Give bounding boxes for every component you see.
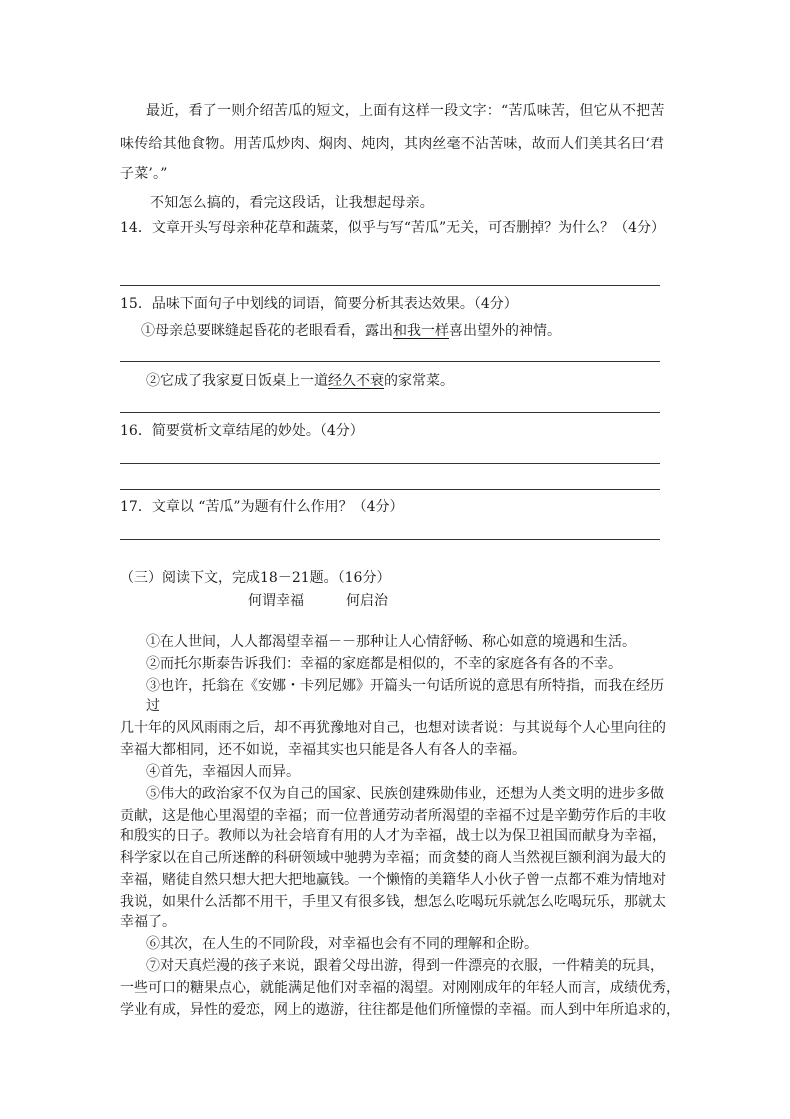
- article-title: 何谓幸福: [248, 593, 304, 609]
- passage-line: 和殷实的日子。教师以为社会培育有用的人才为幸福，战士以为保卫祖国而献身为幸福，: [120, 828, 666, 844]
- underlined-phrase-1: 和我一样: [393, 323, 449, 339]
- passage-line: 一些可口的糖果点心，就能满足他们对幸福的渴望。对刚刚成年的年轻人而言，成绩优秀，: [120, 980, 680, 996]
- underlined-phrase-2: 经久不衰: [328, 373, 384, 389]
- sentence-1-pre: ①母亲总要眯缝起昏花的老眼看看，露出: [141, 323, 393, 339]
- question-17: 17．文章以 “苦瓜”为题有什么作用？（4分）: [120, 499, 404, 515]
- passage-line: 幸福大都相同，还不如说，幸福其实也只能是各人有各人的幸福。: [120, 742, 526, 758]
- question-15: 15．品味下面句子中划线的词语，简要分析其表达效果。（4分）: [120, 296, 518, 312]
- passage-line: ⑤伟大的政治家不仅为自己的国家、民族创建殊勋伟业，还想为人类文明的进步多做: [146, 786, 664, 802]
- passage-line: ⑥其次，在人生的不同阶段，对幸福也会有不同的理解和企盼。: [146, 936, 538, 952]
- answer-line-16-1[interactable]: [120, 463, 660, 464]
- intro-p2: 不知怎么搞的，看完这段话，让我想起母亲。: [150, 195, 434, 211]
- answer-line-16-2[interactable]: [120, 489, 660, 490]
- passage-line: 贡献，这是他心里渴望的幸福；而一位普通劳动者所渴望的幸福不过是辛勤劳作后的丰收: [120, 808, 666, 824]
- passage-line: 我说，如果什么活都不用干，手里又有很多钱，想怎么吃喝玩乐就怎么吃喝玩乐，那就太: [120, 894, 666, 910]
- answer-line-17[interactable]: [120, 539, 660, 540]
- passage-line: ②而托尔斯泰告诉我们：幸福的家庭都是相似的，不幸的家庭各有各的不幸。: [146, 656, 622, 672]
- sentence-2-pre: ②它成了我家夏日饭桌上一道: [146, 373, 328, 389]
- answer-line-14[interactable]: [120, 285, 660, 286]
- passage-line: ④首先，幸福因人而异。: [146, 764, 300, 780]
- passage-line: ①在人世间，人人都渴望幸福－－那种让人心情舒畅、称心如意的境遇和生活。: [146, 634, 636, 650]
- sentence-1-post: 喜出望外的神情。: [449, 323, 561, 339]
- passage-line: 学业有成，异性的爱恋，网上的遨游，往往都是他们所憧憬的幸福。而人到中年所追求的，: [120, 1002, 680, 1018]
- intro-p1-line1: 最近，看了一则介绍苦瓜的短文，上面有这样一段文字：“苦瓜味苦，但它从不把苦: [146, 103, 665, 119]
- intro-p1-line2: 味传给其他食物。用苦瓜炒肉、焖肉、炖肉，其肉丝毫不沾苦味，故而人们美其名曰‘君: [120, 136, 665, 152]
- passage-line: 幸福，赌徒自然只想大把大把地赢钱。一个懒惰的美籍华人小伙子曾一点都不难为情地对: [120, 872, 666, 888]
- passage-line: 几十年的风风雨雨之后，却不再犹豫地对自己，也想对读者说：与其说每个人心里向往的: [120, 720, 666, 736]
- sentence-2-post: 的家常菜。: [384, 373, 454, 389]
- question-14: 14．文章开头写母亲种花草和蔬菜，似乎与写“苦瓜”无关，可否删掉？为什么？（4分）: [120, 220, 666, 236]
- answer-line-15-1[interactable]: [120, 361, 660, 362]
- answer-line-15-2[interactable]: [120, 412, 660, 413]
- question-15-sentence-2: [146, 371, 454, 391]
- question-16: 16．简要赏析文章结尾的妙处。（4分）: [120, 423, 364, 439]
- article-author: 何启治: [346, 593, 388, 609]
- intro-p1-line3: 子菜’。”: [120, 166, 168, 182]
- section-3-heading: （三）阅读下文，完成18－21题。（16分）: [120, 570, 391, 586]
- passage-line: ⑦对天真烂漫的孩子来说，跟着父母出游，得到一件漂亮的衣服，一件精美的玩具，: [146, 958, 664, 974]
- passage-line: 过: [146, 698, 160, 714]
- passage-line: ③也许，托翁在《安娜・卡列尼娜》开篇头一句话所说的意思有所特指，而我在经历: [146, 678, 664, 694]
- passage-line: 科学家以在自己所迷醉的科研领域中驰骋为幸福；而贪婪的商人当然视巨额利润为最大的: [120, 850, 666, 866]
- question-15-sentence-1: [141, 321, 561, 341]
- passage-line: 幸福了。: [120, 914, 176, 930]
